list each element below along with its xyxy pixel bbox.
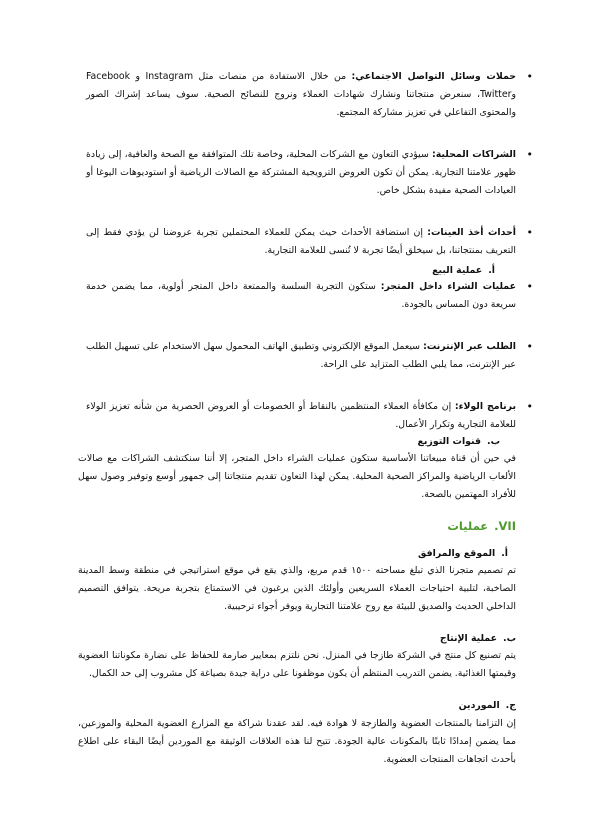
operations-title: عمليات bbox=[447, 519, 489, 533]
location-letter: أ. bbox=[501, 548, 508, 559]
bullet-text: من خلال الاستفادة من منصات مثل Instagram و Facebook وTwitter، سنعرض منتجاتنا ونشارك شهادات العملاء ونروج للنصائح الصحية. سوف يساعد إشراك الصور والمحتوى التفاعلي في تعزيز مشاركة المجتمع. bbox=[86, 71, 516, 118]
bullet-local-partnerships bbox=[86, 146, 516, 200]
bullet-text: سيؤدي التعاون مع الشركات المحلية، وخاصة تلك المتوافقة مع الصحة والعافية، إلى زيادة ظهور علامتنا التجارية. يمكن أن تكون العروض الترويجية المشتركة مع الصالات الرياضية أو استوديوهات اليوغا أو العيادات الصحية مفيدة بشكل خاص. bbox=[86, 149, 516, 196]
bullet-title: عمليات الشراء داخل المتجر: bbox=[380, 281, 516, 292]
distribution-text: في حين أن قناة مبيعاتنا الأساسية ستكون عمليات الشراء داخل المتجر، إلا أننا سنكتشف الشراكات مع صالات الألعاب الرياضية والمراكز الصحية المحلية. يمكن لهذا التعاون تقديم منتجاتنا إلى جمهور أوسع وتوفير وصول سهل للأفراد المهتمين بالصحة. bbox=[78, 453, 516, 500]
bullet-title: حملات وسائل التواصل الاجتماعي: bbox=[351, 71, 516, 82]
bullet-title: برنامج الولاء: bbox=[454, 401, 516, 412]
sales-title: عملية البيع bbox=[432, 265, 483, 276]
sales-bullet-list bbox=[86, 278, 516, 458]
suppliers-heading bbox=[459, 697, 516, 715]
suppliers-letter: ج. bbox=[505, 700, 516, 711]
production-title: عملية الإنتاج bbox=[439, 633, 498, 644]
bullet-online-ordering bbox=[86, 338, 516, 374]
operations-number: VII. bbox=[494, 519, 516, 533]
bullet-text: ستكون التجربة السلسة والممتعة داخل المتجر أولوية، مما يضمن خدمة سريعة دون المساس بالجودة. bbox=[86, 281, 516, 310]
distribution-heading bbox=[418, 433, 501, 451]
bullet-text: إن مكافأة العملاء المنتظمين بالنقاط أو الخصومات أو العروض الحصرية من شأنه تعزيز الولاء للعلامة التجارية وتكرار الأعمال. bbox=[86, 401, 516, 430]
suppliers-text: إن التزامنا بالمنتجات العضوية والطازجة لا هوادة فيه. لقد عقدنا شراكة مع المزارع العضوية المحلية والموزعين، مما يضمن إمدادًا ثابتًا بالمكونات عالية الجودة. تتيح لنا هذه العلاقات الوثيقة مع الموردين أيضًا البقاء على اطلاع بأحدث اتجاهات المنتجات العضوية. bbox=[78, 718, 516, 765]
distribution-letter: ب. bbox=[487, 436, 500, 447]
production-heading bbox=[440, 630, 516, 648]
sales-letter: أ. bbox=[488, 265, 495, 276]
bullet-title: الشراكات المحلية: bbox=[432, 149, 517, 160]
distribution-title: قنوات التوزيع bbox=[417, 436, 482, 447]
bullet-in-store bbox=[86, 278, 516, 314]
bullet-title: الطلب عبر الإنترنت: bbox=[423, 341, 516, 352]
location-heading bbox=[418, 545, 508, 563]
marketing-bullet-list bbox=[86, 68, 516, 284]
production-text: يتم تصنيع كل منتج في الشركة طازجا في المنزل. نحن نلتزم بمعايير صارمة للحفاظ على نضارة مكوناتنا العضوية وقيمتها الغذائية. يضمن التدريب المنتظم أن يكون موظفونا على دراية جيدة بصياغة كل مشروب إلى حد الكمال. bbox=[78, 650, 516, 679]
location-text: تم تصميم متجرنا الذي تبلغ مساحته ١٥٠٠ قدم مربع، والذي يقع في موقع استراتيجي في منطقة وسط المدينة الصاخبة، لتلبية احتياجات العملاء السريعين وأولئك الذين يرغبون في الاستمتاع بتجربة مريحة. يتوافق التصميم الداخلي الحديث والصديق للبيئة مع روح علامتنا التجارية ويوفر أجواء ترحيبية. bbox=[78, 565, 516, 612]
bullet-sampling-events bbox=[86, 224, 516, 260]
operations-heading bbox=[447, 517, 516, 535]
bullet-social-media bbox=[86, 68, 516, 122]
bullet-text: إن استضافة الأحداث حيث يمكن للعملاء المحتملين تجربة عروضنا لن يؤدي فقط إلى التعريف بمنتجاتنا، بل سيخلق أيضًا تجربة لا تُنسى للعلامة التجارية. bbox=[86, 227, 516, 256]
bullet-text: سيعمل الموقع الإلكتروني وتطبيق الهاتف المحمول سهل الاستخدام على تسهيل الطلب عبر الإنترنت، مما يلبي الطلب المتزايد على الراحة. bbox=[86, 341, 516, 370]
bullet-loyalty bbox=[86, 398, 516, 434]
location-title: الموقع والمرافق bbox=[418, 548, 496, 559]
suppliers-title: الموردين bbox=[458, 700, 500, 711]
production-letter: ب. bbox=[503, 633, 516, 644]
bullet-title: أحداث أخذ العينات: bbox=[427, 227, 516, 238]
